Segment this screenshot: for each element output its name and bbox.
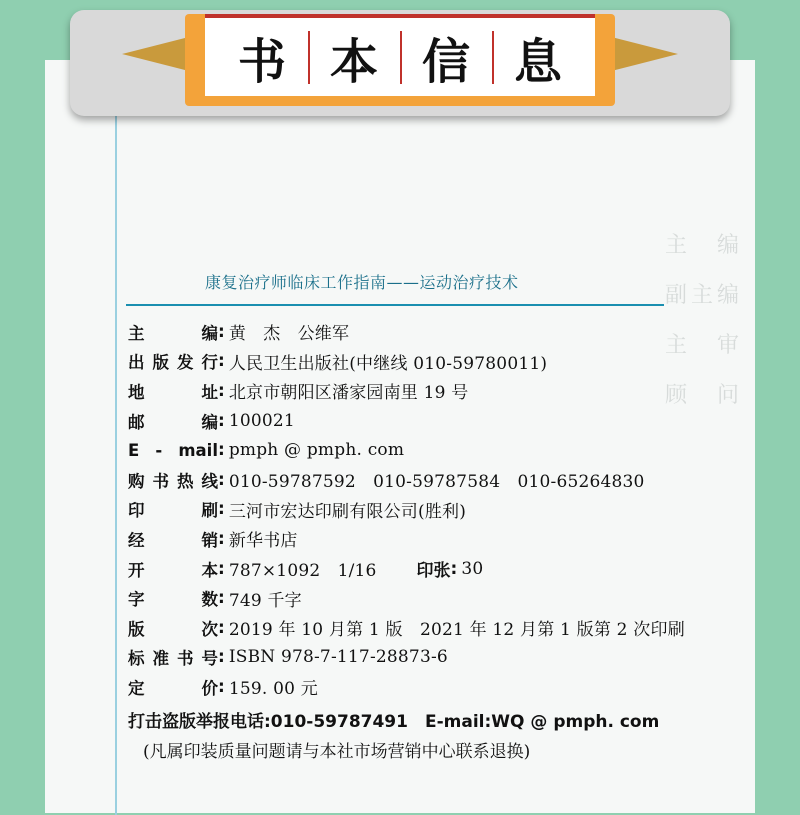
info-label: 购书热线 — [128, 471, 218, 491]
info-value: 2019 年 10 月第 1 版 2021 年 12 月第 1 版第 2 次印刷 — [228, 620, 685, 641]
info-label: 标准书号 — [128, 649, 218, 669]
info-value: 787×1092 1/16 — [228, 561, 377, 582]
banner-title — [216, 23, 584, 92]
info-value: 人民卫生出版社(中继线 010-59780011) — [228, 353, 548, 374]
banner-char: 本 — [308, 23, 400, 92]
info-row-printer: 印刷 : 三河市宏达印刷有限公司(胜利) — [128, 495, 688, 525]
info-value: 100021 — [228, 410, 295, 431]
info-row-isbn: 标准书号 : ISBN 978-7-117-28873-6 — [128, 647, 448, 669]
info-row-hotline: 购书热线 : 010-59787592 010-59787584 010-65264830 — [128, 465, 688, 495]
info-label: 定价 — [128, 678, 218, 698]
bleed-through-text: 顾 问 — [665, 383, 744, 408]
info-label: 印刷 — [128, 501, 218, 521]
info-value: 北京市朝阳区潘家园南里 19 号 — [228, 383, 469, 404]
banner-char: 信 — [400, 23, 492, 92]
info-label: 版次 — [128, 619, 218, 639]
info-label: 主编 — [128, 323, 218, 343]
piracy-hotline: 打击盗版举报电话:010-59787491 E-mail:WQ @ pmph. com — [128, 712, 660, 732]
info-label: 字数 — [128, 590, 218, 610]
info-value: 三河市宏达印刷有限公司(胜利) — [228, 501, 467, 522]
info-value: 010-59787592 010-59787584 010-65264830 — [228, 472, 645, 493]
sheets-value: 30 — [461, 558, 484, 579]
info-value: 749 千字 — [228, 590, 302, 611]
info-label: 邮编 — [128, 412, 218, 432]
book-title: 康复治疗师临床工作指南——运动治疗技术 — [205, 273, 519, 292]
banner-char: 息 — [492, 23, 584, 92]
info-row-distributor: 经销 : 新华书店 — [128, 524, 688, 554]
title-rule — [126, 304, 664, 306]
info-row-publisher: 出版发行 : 人民卫生出版社(中继线 010-59780011) — [128, 347, 688, 377]
info-row-edition: 版次 : 2019 年 10 月第 1 版 2021 年 12 月第 1 版第 2 次印刷 — [128, 613, 688, 643]
info-value: pmph @ pmph. com — [228, 440, 405, 461]
info-label: 开本 — [128, 560, 218, 580]
book-info-list — [128, 317, 688, 702]
info-row-price: 定价 : 159. 00 元 — [128, 672, 688, 702]
info-row-address: 地址 : 北京市朝阳区潘家园南里 19 号 — [128, 376, 688, 406]
info-value: 159. 00 元 — [228, 679, 318, 700]
sheets-label: 印张 — [416, 561, 451, 582]
bleed-through-text: 副主编 — [665, 283, 744, 308]
banner-char: 书 — [237, 33, 286, 90]
info-label: E - mail — [128, 440, 218, 460]
banner-inner — [205, 14, 595, 96]
margin-line — [115, 115, 117, 815]
info-row-editor: 主编 : 黄 杰 公维军 — [128, 317, 688, 347]
bleed-through-text: 主 审 — [665, 333, 744, 358]
info-label: 出版发行 — [128, 353, 218, 373]
info-row-wordcount: 字数 : 749 千字 — [128, 583, 688, 613]
info-value: 黄 杰 公维军 — [228, 324, 350, 345]
info-row-email: E - mail : pmph @ pmph. com — [128, 440, 405, 461]
info-label: 经销 — [128, 530, 218, 550]
quality-notice: (凡属印装质量问题请与本社市场营销中心联系退换) — [143, 742, 531, 762]
info-row-postcode: 邮编 : 100021 — [128, 410, 295, 432]
info-value: ISBN 978-7-117-28873-6 — [228, 647, 448, 668]
info-row-format: 开本 : 787×1092 1/16 印张 : 30 — [128, 554, 688, 584]
bleed-through-text: 主 编 — [665, 233, 744, 258]
section-banner — [0, 0, 800, 130]
info-label: 地址 — [128, 382, 218, 402]
info-value: 新华书店 — [228, 531, 298, 552]
